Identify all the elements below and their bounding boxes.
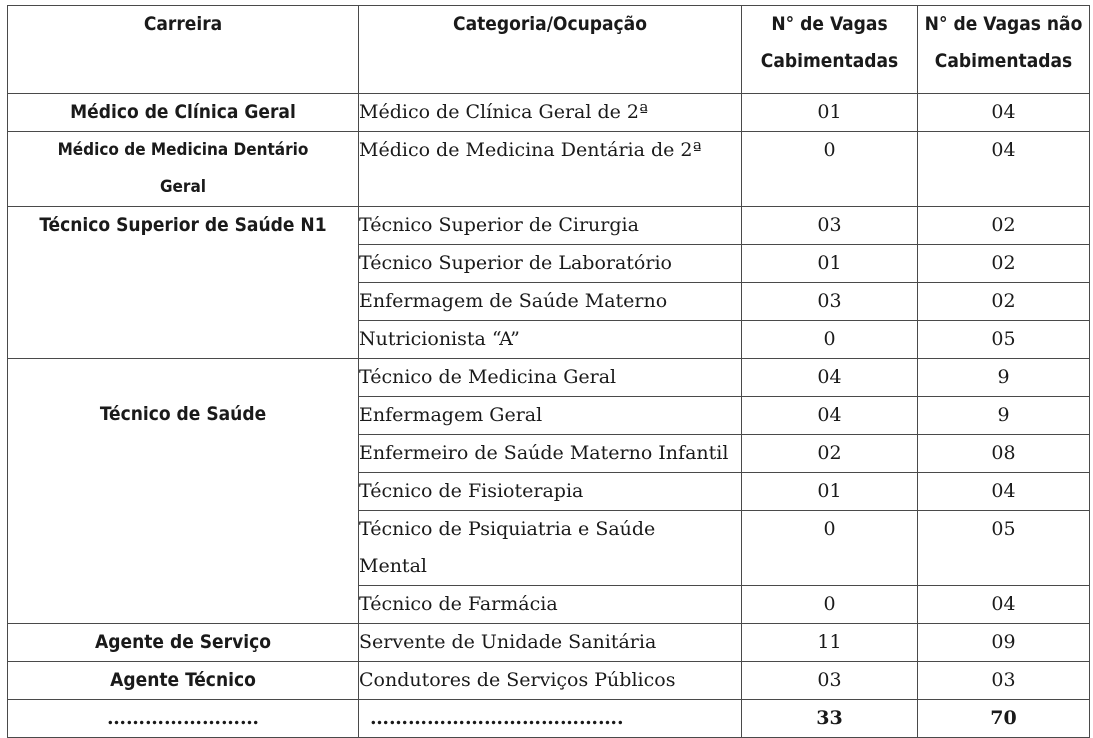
total-vagas-cab: 33 — [742, 700, 918, 738]
vagas-cab-cell: 0 — [742, 321, 918, 359]
vagas-nao-cab-cell: 05 — [918, 321, 1090, 359]
header-categoria: Categoria/Ocupação — [359, 6, 742, 94]
table-row — [8, 94, 1090, 132]
vagas-cab-cell: 0 — [742, 132, 918, 207]
ocupacao-cell: Técnico de Fisioterapia — [359, 473, 742, 511]
vagas-cab-cell: 03 — [742, 662, 918, 700]
vagas-cab-cell: 04 — [742, 359, 918, 397]
table-row — [8, 132, 1090, 207]
carreira-cell: Agente Técnico — [8, 662, 359, 700]
vagas-cab-cell: 01 — [742, 245, 918, 283]
ocupacao-cell: Técnico Superior de Cirurgia — [359, 207, 742, 245]
ocupacao-cell: Médico de Medicina Dentária de 2ª — [359, 132, 742, 207]
ocupacao-cell: Servente de Unidade Sanitária — [359, 624, 742, 662]
ocupacao-cell: Técnico de Psiquiatria e Saúde Mental — [359, 511, 742, 586]
vagas-cab-cell: 01 — [742, 473, 918, 511]
vagas-cab-cell: 11 — [742, 624, 918, 662]
vagas-nao-cab-cell: 04 — [918, 586, 1090, 624]
ocupacao-cell: Técnico de Farmácia — [359, 586, 742, 624]
ocupacao-cell: Enfermagem Geral — [359, 397, 742, 435]
carreira-cell: Médico de Clínica Geral — [8, 94, 359, 132]
ocupacao-cell: Técnico Superior de Laboratório — [359, 245, 742, 283]
table-row — [8, 207, 1090, 245]
carreira-cell: Técnico Superior de Saúde N1 — [8, 207, 359, 359]
vagas-nao-cab-cell: 05 — [918, 511, 1090, 586]
ocupacao-cell: Médico de Clínica Geral de 2ª — [359, 94, 742, 132]
vagas-cab-cell: 03 — [742, 283, 918, 321]
ocupacao-cell: Nutricionista “A” — [359, 321, 742, 359]
table-row — [8, 359, 1090, 397]
carreira-cell — [8, 359, 359, 624]
table-header-row — [8, 6, 1090, 94]
vagas-nao-cab-cell: 09 — [918, 624, 1090, 662]
table-row — [8, 662, 1090, 700]
total-vagas-nao-cab: 70 — [918, 700, 1090, 738]
ocupacao-cell: Condutores de Serviços Públicos — [359, 662, 742, 700]
carreira-cell: Médico de Medicina Dentário Geral — [8, 132, 359, 207]
vagas-nao-cab-cell: 08 — [918, 435, 1090, 473]
carreira-label: Técnico de Saúde — [99, 403, 267, 425]
vagas-nao-cab-cell: 04 — [918, 473, 1090, 511]
vagas-cab-cell: 03 — [742, 207, 918, 245]
ocupacao-cell: Técnico de Medicina Geral — [359, 359, 742, 397]
vagas-cab-cell: 01 — [742, 94, 918, 132]
vacancies-table — [7, 5, 1090, 738]
vagas-nao-cab-cell: 04 — [918, 94, 1090, 132]
vagas-nao-cab-cell: 9 — [918, 359, 1090, 397]
table-row — [8, 624, 1090, 662]
vagas-nao-cab-cell: 02 — [918, 283, 1090, 321]
vagas-cab-cell: 02 — [742, 435, 918, 473]
vagas-cab-cell: 0 — [742, 511, 918, 586]
ocupacao-cell: Enfermeiro de Saúde Materno Infantil — [359, 435, 742, 473]
header-vagas-cabimentadas: N° de Vagas Cabimentadas — [742, 6, 918, 94]
header-vagas-nao-cabimentadas: N° de Vagas não Cabimentadas — [918, 6, 1090, 94]
vagas-cab-cell: 0 — [742, 586, 918, 624]
vagas-cab-cell: 04 — [742, 397, 918, 435]
ocupacao-cell: Enfermagem de Saúde Materno — [359, 283, 742, 321]
vagas-nao-cab-cell: 9 — [918, 397, 1090, 435]
vagas-nao-cab-cell: 03 — [918, 662, 1090, 700]
totals-row — [8, 700, 1090, 738]
totals-ocupacao-cell: …………………………………. — [359, 700, 742, 738]
totals-carreira-cell: …………………… — [8, 700, 359, 738]
vagas-nao-cab-cell: 02 — [918, 245, 1090, 283]
header-carreira: Carreira — [8, 6, 359, 94]
vagas-nao-cab-cell: 02 — [918, 207, 1090, 245]
vagas-nao-cab-cell: 04 — [918, 132, 1090, 207]
carreira-cell: Agente de Serviço — [8, 624, 359, 662]
